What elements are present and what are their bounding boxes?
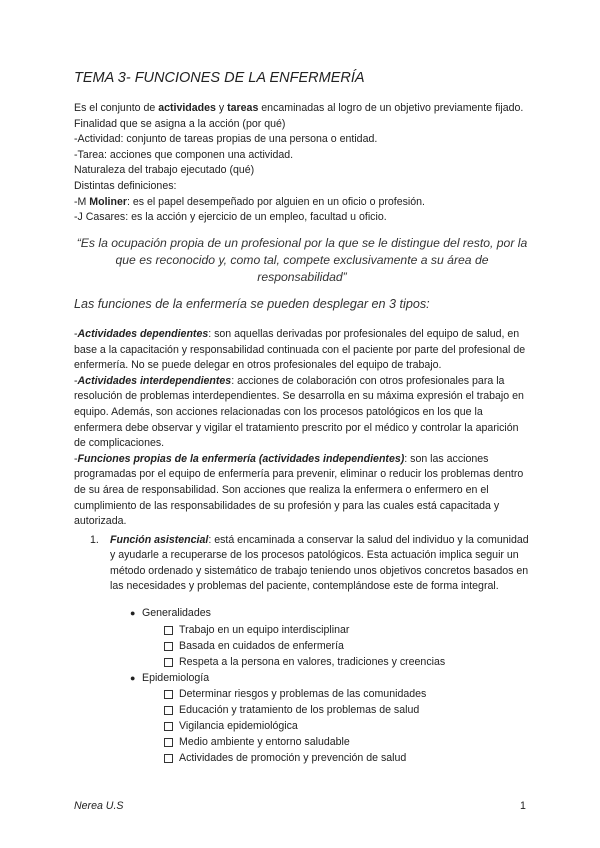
checkbox-icon <box>164 626 173 635</box>
dependent-activities: -Actividades dependientes: son aquellas derivadas por profesionales del equipo de salud, en base a la capacitación y responsabilidad continuada con el paciente por parte del profesional de enfermería. No se puede delegar en otros profesionales del equipo de trabajo. <box>74 328 526 372</box>
checklist-item: Vigilancia epidemiológica <box>164 720 298 732</box>
section-subtitle: Las funciones de la enfermería se pueden desplegar en 3 tipos: <box>74 297 430 311</box>
checklist-item: Basada en cuidados de enfermería <box>164 640 344 652</box>
function-types-block <box>74 327 530 530</box>
footer-author: Nerea U.S <box>74 800 124 812</box>
definiciones-heading: Distintas definiciones: <box>74 179 177 192</box>
bullet-generalidades: ● Generalidades <box>130 607 211 619</box>
casares-definition: -J Casares: es la acción y ejercicio de un empleo, facultad u oficio. <box>74 211 387 224</box>
checklist-item: Educación y tratamiento de los problemas de salud <box>164 704 419 716</box>
tarea-definition: -Tarea: acciones que componen una actividad. <box>74 148 294 161</box>
independent-functions: -Funciones propias de la enfermería (actividades independientes): son las acciones programadas por el equipo de enfermería para prevenir, eliminar o reducir los problemas dentro de su área de responsabilidad. Son acciones que realiza la enfermera o enfermero en el cumplimiento de las responsabilidades de su profesión y para las cuales está capacitada y autorizada. <box>74 452 524 528</box>
checkbox-icon <box>164 738 173 747</box>
page-title: TEMA 3- FUNCIONES DE LA ENFERMERÍA <box>74 70 365 86</box>
bullet-epidemiologia: ● Epidemiología <box>130 672 210 684</box>
checkbox-icon <box>164 722 173 731</box>
checkbox-icon <box>164 754 173 763</box>
checkbox-icon <box>164 658 173 667</box>
moliner-definition: -M Moliner: es el papel desempeñado por alguien en un oficio o profesión. <box>74 195 425 208</box>
item-number: 1. <box>90 534 99 546</box>
intro-block <box>74 101 530 226</box>
naturaleza-line: Naturaleza del trabajo ejecutado (qué) <box>74 164 255 177</box>
intro-paragraph: Es el conjunto de actividades y tareas encaminadas al logro de un objetivo previamente fijado. Finalidad que se asigna a la acción (por qué) <box>74 102 524 130</box>
checklist-item: Medio ambiente y entorno saludable <box>164 736 350 748</box>
numbered-item-1 <box>84 533 534 595</box>
interdependent-activities: -Actividades interdependientes: acciones de colaboración con otros profesionales para la resolución de problemas interdependientes. Se desarrolla en su máxima expresión el trabajo en equipo. Además, son acciones relacionadas con los procesos patológicos en los que la enfermera debe observar y vigilar el tratamiento prescrito por el médico y controlar la aparición de complicaciones. <box>74 374 524 450</box>
checklist-item: Determinar riesgos y problemas de las comunidades <box>164 688 426 700</box>
checklist-item: Actividades de promoción y prevención de salud <box>164 752 406 764</box>
checkbox-icon <box>164 642 173 651</box>
page-number: 1 <box>520 800 526 812</box>
checkbox-icon <box>164 706 173 715</box>
definition-quote: “Es la ocupación propia de un profesional por la que se le distingue del resto, por la que es reconocido y, como tal, compete exclusivamente a su área de responsabilidad” <box>76 236 528 284</box>
checkbox-icon <box>164 690 173 699</box>
checklist-item: Respeta a la persona en valores, tradiciones y creencias <box>164 656 445 668</box>
checklist-item: Trabajo en un equipo interdisciplinar <box>164 624 349 636</box>
bullet-icon: ● <box>130 673 136 683</box>
bullet-icon: ● <box>130 608 136 618</box>
actividad-definition: -Actividad: conjunto de tareas propias de una persona o entidad. <box>74 133 378 146</box>
item-text: Función asistencial: está encaminada a conservar la salud del individuo y la comunidad y ayudarle a recuperarse de los procesos patológicos. Esta actuación implica seguir un método ordenado y sistemático de trabajo teniendo unos objetivos concretos basados en las necesidades y problemas del paciente, contemplándose este de forma integral. <box>110 534 529 593</box>
